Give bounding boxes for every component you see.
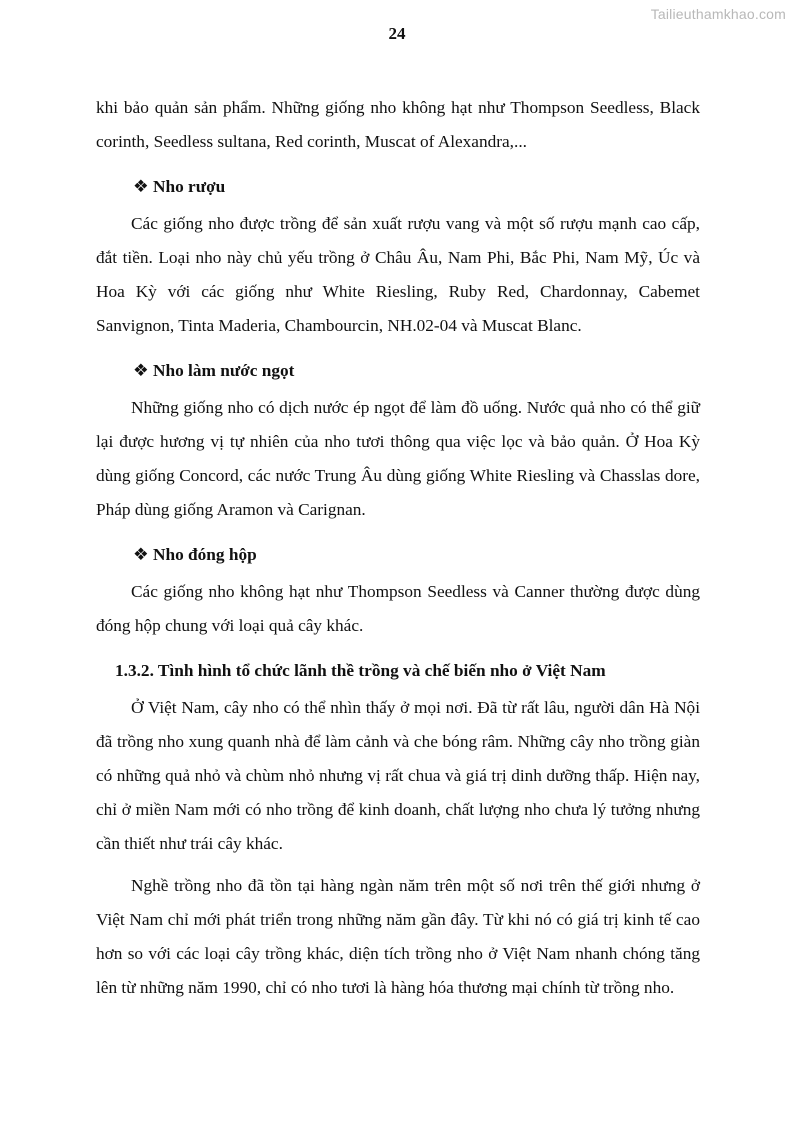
nho-nuoc-ngot-paragraph: Những giống nho có dịch nước ép ngọt để làm đồ uống. Nước quả nho có thể giữ lại được hương vị tự nhiên của nho tươi thông qua việc lọc và bảo quản. Ở Hoa Kỳ dùng giống Concord, các nước Trung Âu dùng giống White Riesling và Chasslas dore, Pháp dùng giống Aramon và Carignan.: [96, 398, 700, 519]
subheading-label: Nho đóng hộp: [153, 545, 257, 564]
subheading-nho-ruou: [133, 167, 700, 207]
subheading-nho-nuoc-ngot: [133, 351, 700, 391]
vietnam-paragraph-2: Nghề trồng nho đã tồn tại hàng ngàn năm trên một số nơi trên thế giới nhưng ở Việt Nam chỉ mới phát triển trong những năm gần đây. Từ khi nó có giá trị kinh tế cao hơn so với các loại cây trồng khác, diện tích trồng nho ở Việt Nam nhanh chóng tăng lên từ những năm 1990, chỉ có nho tươi là hàng hóa thương mại chính từ trồng nho.: [96, 876, 700, 997]
page-number: 24: [388, 24, 406, 43]
nho-dong-hop-paragraph: Các giống nho không hạt như Thompson Seedless và Canner thường được dùng đóng hộp chung với loại quả cây khác.: [96, 582, 700, 635]
vietnam-paragraph-1: Ở Việt Nam, cây nho có thể nhìn thấy ở mọi nơi. Đã từ rất lâu, người dân Hà Nội đã trồng nho xung quanh nhà để làm cảnh và che bóng râm. Những cây nho trồng giàn có những quả nhỏ và chùm nhỏ nhưng vị rất chua và giá trị dinh dưỡng thấp. Hiện nay, chỉ ở miền Nam mới có nho trồng để kinh doanh, chất lượng nho chưa lý tưởng nhưng cần thiết như trái cây khác.: [96, 698, 700, 853]
diamond-bullet-icon: ❖: [133, 361, 149, 380]
document-body: [96, 91, 700, 1005]
section-heading-1-3-2: 1.3.2. Tình hình tổ chức lãnh thề trồng và chế biến nho ở Việt Nam: [115, 661, 606, 680]
subheading-nho-dong-hop: [133, 535, 700, 575]
intro-paragraph: khi bảo quản sản phẩm. Những giống nho không hạt như Thompson Seedless, Black corinth, Seedless sultana, Red corinth, Muscat of Alexandra,...: [96, 98, 700, 151]
watermark: Tailieuthamkhao.com: [650, 6, 786, 22]
diamond-bullet-icon: ❖: [133, 177, 149, 196]
nho-ruou-paragraph: Các giống nho được trồng để sản xuất rượu vang và một số rượu mạnh cao cấp, đắt tiền. Loại nho này chủ yếu trồng ở Châu Âu, Nam Phi, Bắc Phi, Nam Mỹ, Úc và Hoa Kỳ với các giống như White Riesling, Ruby Red, Chardonnay, Cabemet Sanvignon, Tinta Maderia, Chambourcin, NH.02-04 và Muscat Blanc.: [96, 214, 700, 335]
diamond-bullet-icon: ❖: [133, 545, 149, 564]
subheading-label: Nho làm nước ngọt: [153, 361, 295, 380]
subheading-label: Nho rượu: [153, 177, 226, 196]
